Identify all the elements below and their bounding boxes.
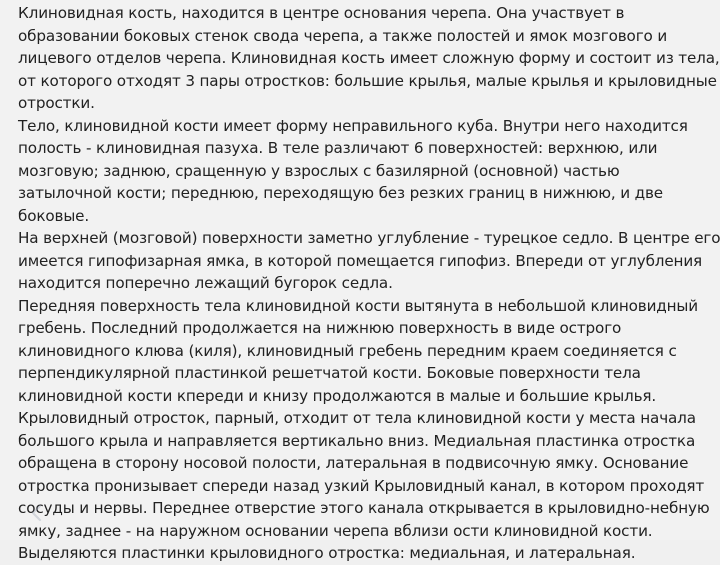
text-line: Тело, клиновидной кости имеет форму неправильного куба. Внутри него находится xyxy=(18,116,688,135)
text-line: Выделяются пластинки крыловидного отростка: медиальная, и латеральная. xyxy=(18,544,636,562)
text-line: боковые. xyxy=(18,206,90,225)
text-line: отростка пронизывает спереди назад узкий Крыловидный канал, в котором проходят xyxy=(18,476,705,495)
text-line: Клиновидная кость, находится в центре основания черепа. Она участвует в xyxy=(18,4,625,22)
text-line: от которого отходят 3 пары отростков: большие крылья, малые крылья и крыловидные xyxy=(18,71,717,90)
text-line: мозговую; заднюю, сращенную у взрослых с базилярной (основной) частью xyxy=(18,161,620,180)
text-line: гребень. Последний продолжается на нижнюю поверхность в виде острого xyxy=(18,319,622,337)
text-line: клиновидного клюва (киля), клиновидный гребень передним краем соединяется с xyxy=(18,341,677,360)
chevron-left-icon[interactable] xyxy=(28,504,46,522)
text-line: находится поперечно лежащий бугорок седла. xyxy=(18,274,393,292)
text-line: обращена в сторону носовой полости, латеральная в подвисочную ямку. Основание xyxy=(18,454,689,472)
document-text xyxy=(18,2,718,565)
text-line: большого крыла и направляется вертикально вниз. Медиальная пластинка отростка xyxy=(18,431,696,450)
text-line: образовании боковых стенок свода черепа, а также полостей и ямок мозгового и xyxy=(18,26,668,45)
text-line: перпендикулярной пластинкой решетчатой кости. Боковые поверхности тела xyxy=(18,364,641,382)
text-line: лицевого отделов черепа. Клиновидная кость имеет сложную форму и состоит из тела, xyxy=(18,49,720,67)
text-line: затылочной кости; переднюю, переходящую без резких границ в нижнюю, и две xyxy=(18,184,663,202)
text-line: Передняя поверхность тела клиновидной кости вытянута в небольшой клиновидный xyxy=(18,296,698,315)
text-line: ямку, заднее - на наружном основании черепа вблизи ости клиновидной кости. xyxy=(18,521,653,540)
text-line: На верхней (мозговой) поверхности заметно углубление - турецкое седло. В центре его xyxy=(18,229,720,247)
text-line: клиновидной кости кпереди и книзу продолжаются в малые и большие крылья. xyxy=(18,386,657,405)
chevron-left-icon-glyph xyxy=(28,504,46,522)
text-line: полость - клиновидная пазуха. В теле различают 6 поверхностей: верхнюю, или xyxy=(18,139,658,157)
text-line: сосуды и нервы. Переднее отверстие этого канала открывается в крыловидно-небную xyxy=(18,499,710,517)
text-line: отростки. xyxy=(18,94,95,112)
text-line: Крыловидный отросток, парный, отходит от тела клиновидной кости у места начала xyxy=(18,409,696,427)
text-line: имеется гипофизарная ямка, в которой помещается гипофиз. Впереди от углубления xyxy=(18,251,703,270)
